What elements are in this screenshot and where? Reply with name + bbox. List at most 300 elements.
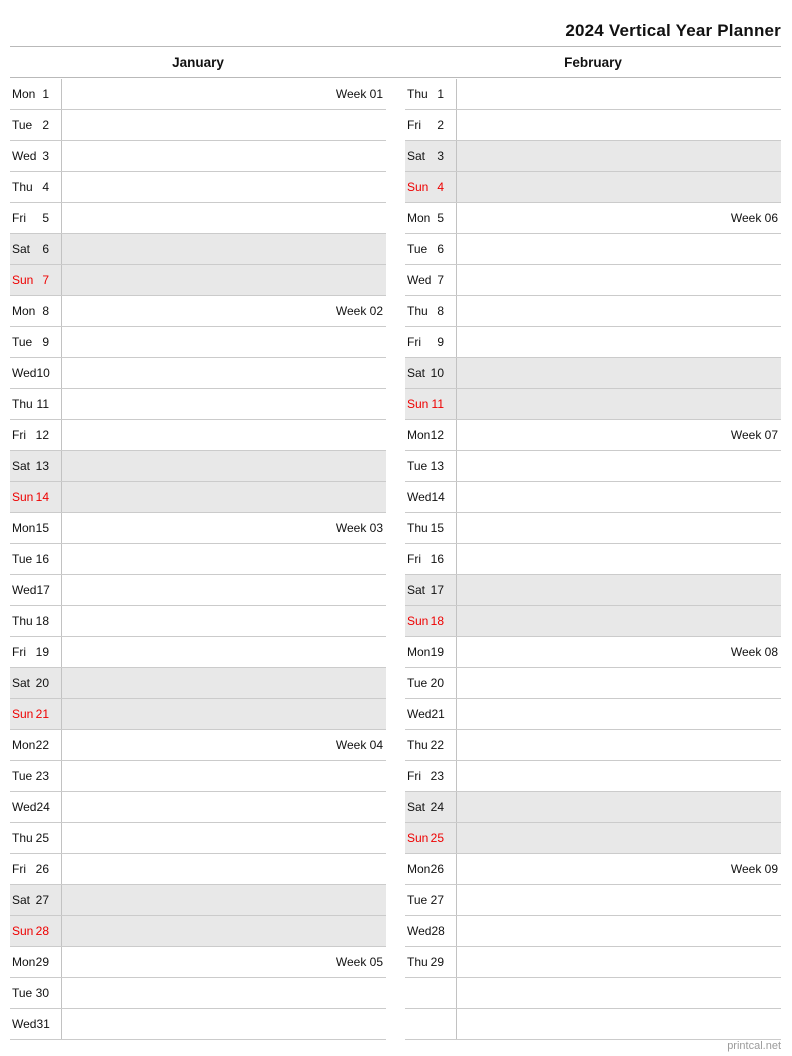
day-cell — [405, 792, 457, 822]
day-number: 2 — [437, 118, 444, 132]
day-name-label: Tue — [12, 769, 33, 783]
day-number: 7 — [437, 273, 444, 287]
day-cell — [10, 110, 62, 140]
day-name-label: Thu — [407, 955, 428, 969]
day-row — [405, 606, 781, 637]
day-cell — [10, 513, 62, 543]
day-name-label: Mon — [12, 304, 36, 318]
day-number: 3 — [42, 149, 49, 163]
day-row — [405, 296, 781, 327]
day-number: 14 — [35, 490, 49, 504]
day-number: 19 — [35, 645, 49, 659]
day-cell — [405, 854, 457, 884]
day-cell — [405, 389, 457, 419]
empty-row — [405, 978, 781, 1009]
day-name-label: Tue — [12, 118, 33, 132]
day-cell — [405, 451, 457, 481]
day-name-label: Sat — [12, 676, 31, 690]
day-number: 12 — [430, 428, 444, 442]
notes-area — [62, 172, 386, 202]
notes-area — [457, 823, 781, 853]
notes-area — [62, 916, 386, 946]
day-number: 10 — [430, 366, 444, 380]
day-row — [10, 792, 386, 823]
day-cell — [405, 544, 457, 574]
day-name-label: Thu — [407, 738, 428, 752]
day-name-label: Sun — [12, 490, 34, 504]
day-name-label: Thu — [407, 87, 428, 101]
day-cell — [10, 327, 62, 357]
notes-area — [62, 544, 386, 574]
day-cell — [405, 110, 457, 140]
notes-area — [457, 110, 781, 140]
day-row — [405, 513, 781, 544]
day-number: 21 — [35, 707, 49, 721]
day-cell — [10, 668, 62, 698]
day-row — [405, 854, 781, 885]
notes-area — [457, 792, 781, 822]
notes-area — [457, 513, 781, 543]
month-column-february — [405, 79, 781, 1040]
day-row — [10, 420, 386, 451]
day-cell — [405, 978, 457, 1008]
notes-area — [457, 978, 781, 1008]
day-row — [10, 885, 386, 916]
day-name-label: Wed — [12, 1017, 37, 1031]
day-row — [405, 823, 781, 854]
day-cell — [10, 203, 62, 233]
day-number: 3 — [437, 149, 444, 163]
week-number-label: Week 02 — [335, 304, 383, 318]
day-name-label: Tue — [407, 459, 428, 473]
day-name-label: Sat — [407, 366, 426, 380]
notes-area — [62, 1009, 386, 1039]
day-row — [405, 916, 781, 947]
notes-area — [457, 389, 781, 419]
notes-area — [62, 420, 386, 450]
day-name-label: Sun — [407, 614, 429, 628]
day-name-label: Fri — [407, 335, 421, 349]
day-row — [10, 482, 386, 513]
day-number: 1 — [42, 87, 49, 101]
day-name-label: Fri — [407, 552, 421, 566]
notes-area — [457, 296, 781, 326]
day-name-label: Fri — [12, 211, 26, 225]
day-number: 21 — [431, 707, 445, 721]
day-name-label: Mon — [407, 645, 431, 659]
notes-area — [62, 513, 386, 543]
month-headers — [10, 48, 781, 78]
notes-area — [457, 234, 781, 264]
notes-area — [62, 482, 386, 512]
week-number-label: Week 05 — [335, 955, 383, 969]
day-name-label: Sun — [407, 180, 429, 194]
day-number: 28 — [35, 924, 49, 938]
day-cell — [10, 451, 62, 481]
day-number: 16 — [430, 552, 444, 566]
day-number: 31 — [36, 1017, 50, 1031]
week-number-label: Week 08 — [730, 645, 778, 659]
day-number: 26 — [430, 862, 444, 876]
watermark: printcal.net — [727, 1040, 781, 1052]
day-number: 4 — [437, 180, 444, 194]
day-row — [10, 172, 386, 203]
day-number: 29 — [35, 955, 49, 969]
notes-area — [457, 1009, 781, 1039]
day-name-label: Sat — [12, 242, 31, 256]
notes-area — [457, 358, 781, 388]
month-header-january: January — [172, 55, 224, 70]
day-name-label: Thu — [12, 614, 33, 628]
notes-area — [62, 110, 386, 140]
day-name-label: Fri — [407, 118, 421, 132]
day-number: 14 — [431, 490, 445, 504]
day-number: 27 — [35, 893, 49, 907]
day-name-label: Sun — [12, 924, 34, 938]
day-number: 9 — [437, 335, 444, 349]
day-name-label: Thu — [12, 831, 33, 845]
day-row — [10, 699, 386, 730]
day-name-label: Sat — [12, 459, 31, 473]
day-cell — [10, 792, 62, 822]
day-cell — [405, 482, 457, 512]
day-cell — [10, 854, 62, 884]
day-row — [405, 234, 781, 265]
day-row — [405, 203, 781, 234]
day-name-label: Tue — [407, 676, 428, 690]
day-row — [405, 637, 781, 668]
day-row — [10, 110, 386, 141]
notes-area — [62, 265, 386, 295]
day-row — [405, 451, 781, 482]
day-number: 18 — [430, 614, 444, 628]
day-cell — [10, 265, 62, 295]
day-cell — [405, 203, 457, 233]
day-row — [405, 327, 781, 358]
day-number: 23 — [35, 769, 49, 783]
day-cell — [10, 1009, 62, 1039]
notes-area — [62, 947, 386, 977]
notes-area — [457, 885, 781, 915]
day-row — [10, 730, 386, 761]
notes-area — [457, 668, 781, 698]
page-title: 2024 Vertical Year Planner — [565, 21, 781, 40]
day-name-label: Thu — [407, 304, 428, 318]
day-name-label: Sun — [407, 397, 429, 411]
week-number-label: Week 04 — [335, 738, 383, 752]
day-name-label: Fri — [12, 428, 26, 442]
day-name-label: Wed — [12, 366, 37, 380]
day-number: 18 — [35, 614, 49, 628]
day-row — [10, 761, 386, 792]
day-name-label: Wed — [407, 490, 432, 504]
notes-area — [457, 265, 781, 295]
day-row — [10, 265, 386, 296]
day-row — [405, 420, 781, 451]
day-cell — [10, 699, 62, 729]
day-name-label: Thu — [12, 397, 33, 411]
day-row — [10, 606, 386, 637]
day-cell — [405, 575, 457, 605]
day-number: 10 — [36, 366, 50, 380]
day-cell — [405, 637, 457, 667]
day-name-label: Mon — [407, 862, 431, 876]
notes-area — [457, 451, 781, 481]
day-name-label: Sat — [407, 583, 426, 597]
day-row — [10, 947, 386, 978]
calendar-columns — [10, 79, 781, 1040]
day-cell — [405, 668, 457, 698]
day-number: 20 — [35, 676, 49, 690]
day-cell — [405, 947, 457, 977]
day-cell — [10, 637, 62, 667]
day-name-label: Wed — [407, 273, 432, 287]
notes-area — [62, 730, 386, 760]
day-cell — [10, 358, 62, 388]
day-row — [405, 699, 781, 730]
day-number: 15 — [430, 521, 444, 535]
day-number: 9 — [42, 335, 49, 349]
day-name-label: Sun — [12, 707, 34, 721]
month-column-january — [10, 79, 386, 1040]
day-name-label: Sun — [12, 273, 34, 287]
notes-area — [457, 606, 781, 636]
day-cell — [10, 389, 62, 419]
day-name-label: Thu — [407, 521, 428, 535]
day-row — [405, 141, 781, 172]
day-cell — [10, 823, 62, 853]
day-number: 24 — [430, 800, 444, 814]
day-row — [405, 947, 781, 978]
day-row — [10, 575, 386, 606]
day-cell — [10, 79, 62, 109]
day-row — [10, 1009, 386, 1040]
day-row — [10, 234, 386, 265]
day-number: 16 — [35, 552, 49, 566]
day-number: 25 — [35, 831, 49, 845]
day-number: 23 — [430, 769, 444, 783]
day-name-label: Mon — [12, 955, 36, 969]
day-cell — [405, 172, 457, 202]
day-name-label: Mon — [12, 521, 36, 535]
day-cell — [405, 699, 457, 729]
day-row — [10, 668, 386, 699]
day-number: 12 — [35, 428, 49, 442]
day-row — [10, 978, 386, 1009]
day-row — [10, 79, 386, 110]
day-row — [405, 358, 781, 389]
day-name-label: Fri — [12, 862, 26, 876]
day-number: 11 — [36, 397, 49, 411]
notes-area — [62, 451, 386, 481]
notes-area — [457, 575, 781, 605]
notes-area — [62, 234, 386, 264]
day-row — [10, 389, 386, 420]
day-number: 5 — [437, 211, 444, 225]
day-cell — [10, 978, 62, 1008]
notes-area — [62, 389, 386, 419]
day-cell — [405, 885, 457, 915]
day-row — [10, 358, 386, 389]
day-row — [405, 761, 781, 792]
notes-area — [62, 668, 386, 698]
day-row — [405, 389, 781, 420]
day-number: 8 — [437, 304, 444, 318]
notes-area — [62, 203, 386, 233]
day-number: 17 — [36, 583, 50, 597]
day-number: 6 — [437, 242, 444, 256]
day-number: 7 — [42, 273, 49, 287]
day-row — [405, 885, 781, 916]
day-cell — [405, 296, 457, 326]
day-row — [405, 110, 781, 141]
day-row — [10, 203, 386, 234]
day-cell — [10, 141, 62, 171]
day-row — [405, 265, 781, 296]
day-number: 13 — [35, 459, 49, 473]
day-row — [405, 575, 781, 606]
day-number: 20 — [430, 676, 444, 690]
day-number: 19 — [430, 645, 444, 659]
day-cell — [10, 172, 62, 202]
day-number: 22 — [430, 738, 444, 752]
day-number: 30 — [35, 986, 49, 1000]
notes-area — [62, 978, 386, 1008]
notes-area — [62, 761, 386, 791]
notes-area — [457, 854, 781, 884]
day-cell — [405, 358, 457, 388]
day-name-label: Tue — [407, 893, 428, 907]
day-cell — [405, 141, 457, 171]
day-row — [405, 668, 781, 699]
notes-area — [62, 823, 386, 853]
day-name-label: Sat — [407, 800, 426, 814]
notes-area — [457, 637, 781, 667]
day-number: 6 — [42, 242, 49, 256]
notes-area — [62, 296, 386, 326]
day-cell — [405, 234, 457, 264]
day-row — [10, 513, 386, 544]
day-number: 28 — [431, 924, 445, 938]
notes-area — [457, 544, 781, 574]
notes-area — [457, 327, 781, 357]
day-name-label: Mon — [407, 211, 431, 225]
day-row — [10, 637, 386, 668]
day-cell — [405, 79, 457, 109]
day-name-label: Tue — [12, 986, 33, 1000]
day-cell — [10, 544, 62, 574]
day-cell — [405, 265, 457, 295]
day-cell — [405, 916, 457, 946]
notes-area — [457, 482, 781, 512]
notes-area — [62, 79, 386, 109]
day-number: 17 — [430, 583, 444, 597]
day-cell — [10, 575, 62, 605]
day-row — [405, 730, 781, 761]
week-number-label: Week 07 — [730, 428, 778, 442]
day-number: 8 — [42, 304, 49, 318]
day-cell — [10, 916, 62, 946]
day-name-label: Wed — [12, 583, 37, 597]
day-cell — [10, 947, 62, 977]
day-name-label: Tue — [12, 552, 33, 566]
notes-area — [457, 947, 781, 977]
day-number: 15 — [35, 521, 49, 535]
day-number: 22 — [35, 738, 49, 752]
day-row — [10, 823, 386, 854]
day-name-label: Sun — [407, 831, 429, 845]
day-number: 25 — [430, 831, 444, 845]
month-header-february: February — [564, 55, 622, 70]
day-name-label: Fri — [407, 769, 421, 783]
notes-area — [62, 854, 386, 884]
day-name-label: Wed — [407, 707, 432, 721]
day-number: 11 — [431, 397, 444, 411]
notes-area — [457, 172, 781, 202]
week-number-label: Week 01 — [335, 87, 383, 101]
day-row — [405, 544, 781, 575]
notes-area — [62, 575, 386, 605]
day-row — [405, 79, 781, 110]
day-name-label: Mon — [12, 738, 36, 752]
notes-area — [457, 420, 781, 450]
day-number: 5 — [42, 211, 49, 225]
day-name-label: Mon — [407, 428, 431, 442]
day-row — [10, 451, 386, 482]
day-number: 26 — [35, 862, 49, 876]
day-row — [405, 172, 781, 203]
day-name-label: Wed — [407, 924, 432, 938]
notes-area — [457, 761, 781, 791]
day-cell — [10, 761, 62, 791]
empty-row — [405, 1009, 781, 1040]
day-name-label: Mon — [12, 87, 36, 101]
day-cell — [405, 513, 457, 543]
notes-area — [62, 699, 386, 729]
notes-area — [62, 792, 386, 822]
day-number: 1 — [437, 87, 444, 101]
day-number: 29 — [430, 955, 444, 969]
day-number: 2 — [42, 118, 49, 132]
day-cell — [405, 1009, 457, 1039]
day-row — [10, 544, 386, 575]
day-cell — [405, 823, 457, 853]
notes-area — [62, 358, 386, 388]
notes-area — [62, 327, 386, 357]
day-name-label: Thu — [12, 180, 33, 194]
notes-area — [62, 885, 386, 915]
week-number-label: Week 03 — [335, 521, 383, 535]
day-cell — [405, 606, 457, 636]
day-row — [10, 854, 386, 885]
day-cell — [10, 885, 62, 915]
day-cell — [405, 327, 457, 357]
day-row — [10, 296, 386, 327]
week-number-label: Week 09 — [730, 862, 778, 876]
title-bar — [10, 0, 781, 47]
day-number: 27 — [430, 893, 444, 907]
day-cell — [10, 234, 62, 264]
day-cell — [405, 761, 457, 791]
notes-area — [62, 141, 386, 171]
notes-area — [62, 606, 386, 636]
day-cell — [10, 296, 62, 326]
day-cell — [405, 420, 457, 450]
day-cell — [405, 730, 457, 760]
notes-area — [457, 203, 781, 233]
day-name-label: Fri — [12, 645, 26, 659]
notes-area — [457, 79, 781, 109]
